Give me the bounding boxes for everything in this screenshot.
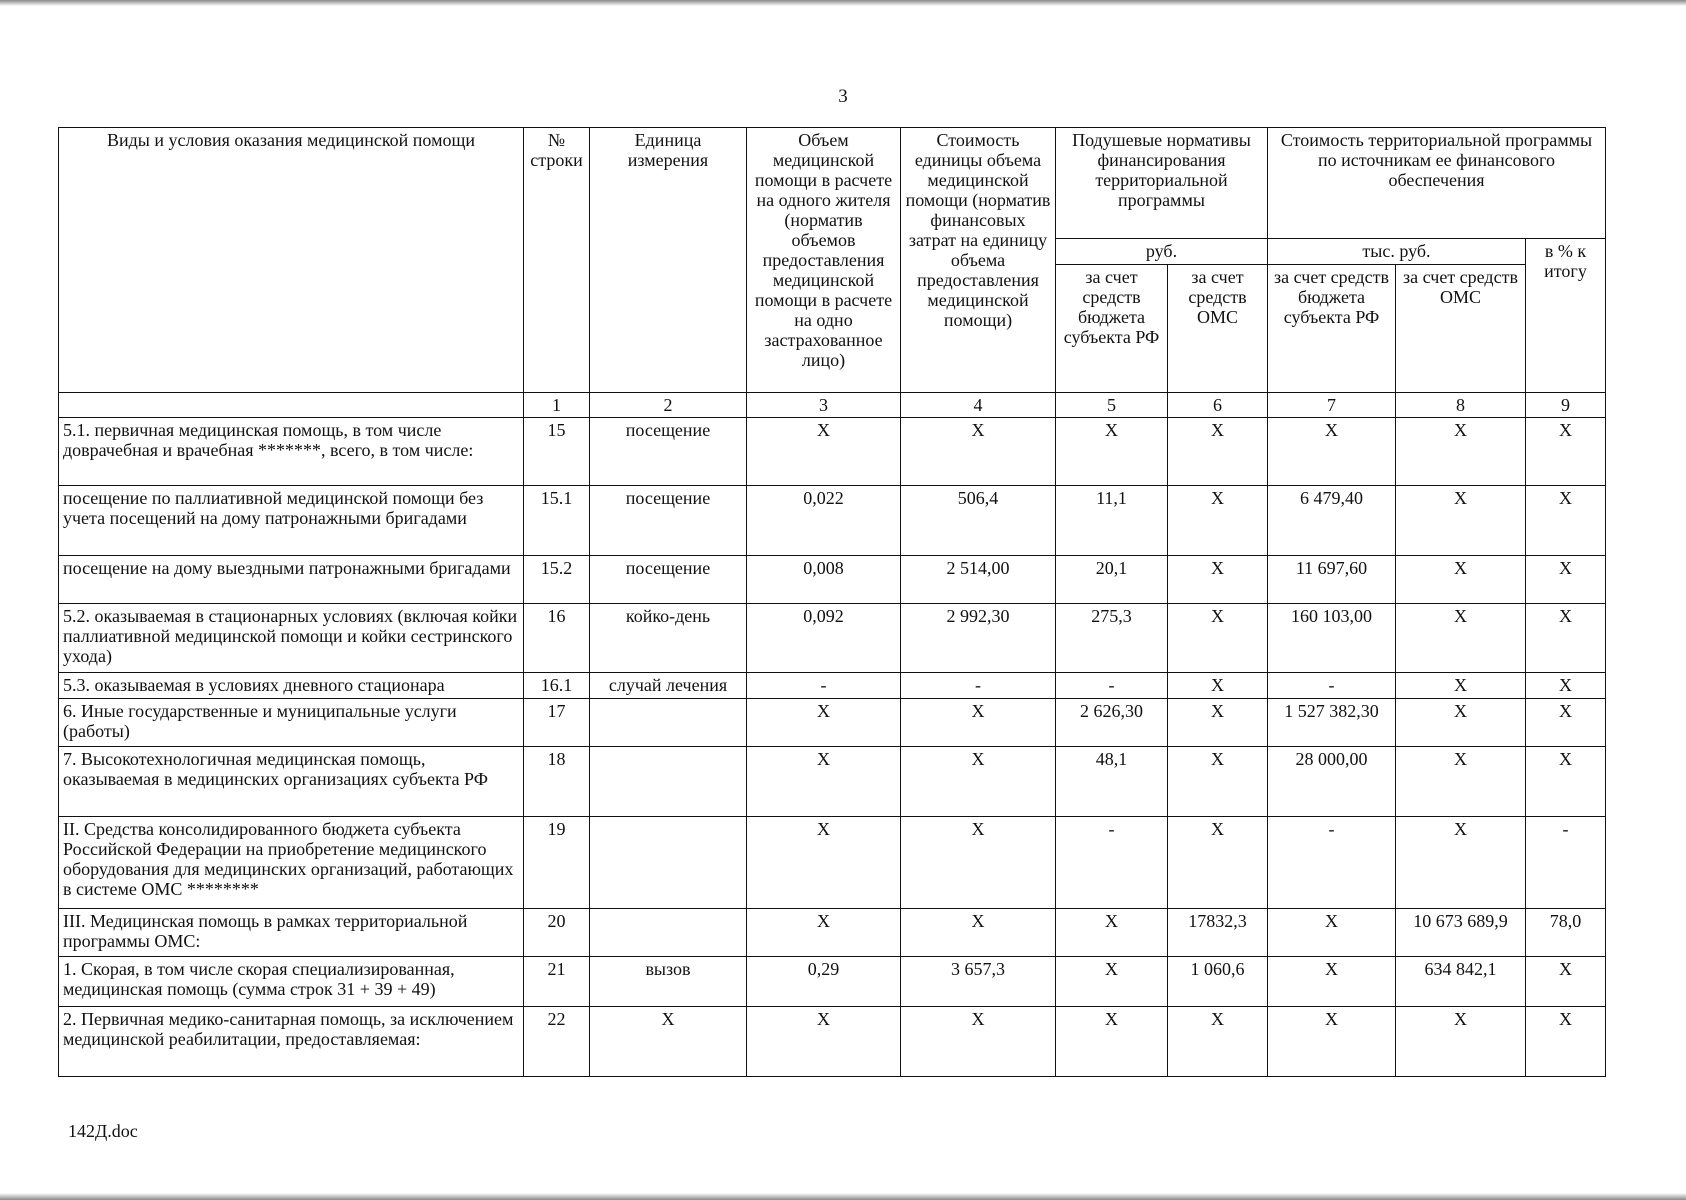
row-line: 18 [524, 747, 590, 817]
cell-cost-budget: X [1268, 1007, 1396, 1077]
cell-cost-budget: X [1268, 909, 1396, 957]
cell-percapita-oms: X [1168, 556, 1268, 604]
cell-cost-oms: X [1396, 699, 1526, 747]
table-row [59, 699, 1606, 747]
cell-unit-cost: X [901, 747, 1056, 817]
cell-percapita-budget: 275,3 [1056, 604, 1168, 673]
table-row [59, 1007, 1606, 1077]
financing-table [58, 127, 1606, 1077]
cell-unit-cost: X [901, 909, 1056, 957]
table-header [59, 128, 1606, 418]
header-budget-rf-2: за счет средств бюджета субъекта РФ [1268, 265, 1396, 393]
cell-percapita-oms: X [1168, 604, 1268, 673]
row-unit: посещение [590, 556, 747, 604]
header-oms-2: за счет средств ОМС [1396, 265, 1526, 393]
row-name: 5.2. оказываемая в стационарных условиях (включая койки паллиативной медицинской помощи и койки сестринского ухода) [59, 604, 524, 673]
row-name: 5.3. оказываемая в условиях дневного стационара [59, 673, 524, 699]
cell-percapita-budget: 20,1 [1056, 556, 1168, 604]
row-line: 15 [524, 418, 590, 486]
table-row [59, 556, 1606, 604]
cell-cost-oms: X [1396, 1007, 1526, 1077]
row-line: 16 [524, 604, 590, 673]
cell-cost-budget: X [1268, 418, 1396, 486]
header-volume: Объем медицинской помощи в расчете на одного жителя (норматив объемов предоставления медицинской помощи в расчете на одно застрахованное лицо) [747, 128, 901, 393]
cell-percapita-oms: X [1168, 699, 1268, 747]
row-unit: вызов [590, 957, 747, 1007]
cell-cost-budget: 1 527 382,30 [1268, 699, 1396, 747]
header-unit-thous-rub: тыс. руб. [1268, 239, 1526, 265]
row-line: 17 [524, 699, 590, 747]
cell-unit-cost: 3 657,3 [901, 957, 1056, 1007]
cell-percapita-budget: - [1056, 817, 1168, 909]
header-budget-rf: за счет средств бюджета субъекта РФ [1056, 265, 1168, 393]
cell-percapita-oms: X [1168, 747, 1268, 817]
cell-percapita-oms: X [1168, 418, 1268, 486]
cell-percapita-oms: 1 060,6 [1168, 957, 1268, 1007]
cell-volume: 0,022 [747, 486, 901, 556]
cell-percent: X [1526, 556, 1606, 604]
column-number: 1 [524, 393, 590, 418]
cell-cost-oms: X [1396, 418, 1526, 486]
cell-percapita-budget: 48,1 [1056, 747, 1168, 817]
cell-cost-oms: X [1396, 817, 1526, 909]
cell-volume: X [747, 699, 901, 747]
row-line: 15.1 [524, 486, 590, 556]
row-unit: койко-день [590, 604, 747, 673]
cell-percent: 78,0 [1526, 909, 1606, 957]
column-number: 2 [590, 393, 747, 418]
column-number: 8 [1396, 393, 1526, 418]
cell-unit-cost: X [901, 699, 1056, 747]
row-line: 16.1 [524, 673, 590, 699]
cell-percent: X [1526, 699, 1606, 747]
cell-percapita-oms: 17832,3 [1168, 909, 1268, 957]
cell-percapita-budget: 2 626,30 [1056, 699, 1168, 747]
cell-cost-oms: X [1396, 747, 1526, 817]
column-number [59, 393, 524, 418]
cell-cost-budget: 6 479,40 [1268, 486, 1396, 556]
table-row [59, 673, 1606, 699]
cell-unit-cost: X [901, 1007, 1056, 1077]
table-row [59, 817, 1606, 909]
cell-percapita-budget: X [1056, 909, 1168, 957]
table-row [59, 486, 1606, 556]
cell-percapita-budget: X [1056, 418, 1168, 486]
cell-percent: X [1526, 604, 1606, 673]
row-unit: посещение [590, 418, 747, 486]
cell-unit-cost: X [901, 817, 1056, 909]
cell-unit-cost: 2 992,30 [901, 604, 1056, 673]
cell-volume: - [747, 673, 901, 699]
row-name: 2. Первичная медико-санитарная помощь, за исключением медицинской реабилитации, предоставляемая: [59, 1007, 524, 1077]
row-name: III. Медицинская помощь в рамках территориальной программы ОМС: [59, 909, 524, 957]
cell-percapita-oms: X [1168, 486, 1268, 556]
cell-cost-oms: X [1396, 604, 1526, 673]
column-number: 6 [1168, 393, 1268, 418]
column-number: 9 [1526, 393, 1606, 418]
cell-volume: X [747, 747, 901, 817]
cell-unit-cost: - [901, 673, 1056, 699]
row-unit [590, 699, 747, 747]
row-line: 22 [524, 1007, 590, 1077]
cell-unit-cost: X [901, 418, 1056, 486]
row-unit [590, 817, 747, 909]
cell-percapita-budget: 11,1 [1056, 486, 1168, 556]
row-name: 5.1. первичная медицинская помощь, в том числе доврачебная и врачебная *******, всего, в том числе: [59, 418, 524, 486]
cell-cost-oms: X [1396, 673, 1526, 699]
scan-edge-top [0, 0, 1686, 6]
header-oms: за счет средств ОМС [1168, 265, 1268, 393]
header-kinds: Виды и условия оказания медицинской помощи [59, 128, 524, 393]
cell-volume: 0,29 [747, 957, 901, 1007]
cell-percapita-oms: X [1168, 673, 1268, 699]
row-unit: X [590, 1007, 747, 1077]
row-unit: посещение [590, 486, 747, 556]
cell-percent: X [1526, 1007, 1606, 1077]
cell-volume: 0,092 [747, 604, 901, 673]
column-numbers-row [59, 393, 1606, 418]
row-name: 1. Скорая, в том числе скорая специализированная, медицинская помощь (сумма строк 31 + 39 + 49) [59, 957, 524, 1007]
cell-percapita-oms: X [1168, 1007, 1268, 1077]
row-unit: случай лечения [590, 673, 747, 699]
row-unit [590, 909, 747, 957]
cell-unit-cost: 506,4 [901, 486, 1056, 556]
cell-cost-oms: 634 842,1 [1396, 957, 1526, 1007]
cell-volume: X [747, 1007, 901, 1077]
row-line: 20 [524, 909, 590, 957]
page-number: 3 [838, 86, 848, 107]
row-name: 6. Иные государственные и муниципальные услуги (работы) [59, 699, 524, 747]
row-unit [590, 747, 747, 817]
cell-percapita-budget: - [1056, 673, 1168, 699]
cell-percapita-budget: X [1056, 1007, 1168, 1077]
cell-cost-budget: X [1268, 957, 1396, 1007]
row-line: 19 [524, 817, 590, 909]
cell-volume: X [747, 418, 901, 486]
cell-percapita-oms: X [1168, 817, 1268, 909]
cell-percapita-budget: X [1056, 957, 1168, 1007]
cell-cost-oms: X [1396, 556, 1526, 604]
scan-edge-bottom [0, 1193, 1686, 1200]
cell-cost-oms: X [1396, 486, 1526, 556]
cell-cost-budget: - [1268, 673, 1396, 699]
table-row [59, 418, 1606, 486]
table-row [59, 957, 1606, 1007]
row-name: 7. Высокотехнологичная медицинская помощь, оказываемая в медицинских организациях субъекта РФ [59, 747, 524, 817]
table-body [59, 418, 1606, 1077]
footer-filename: 142Д.doc [68, 1121, 138, 1141]
cell-percent: - [1526, 817, 1606, 909]
row-name: посещение по паллиативной медицинской помощи без учета посещений на дому патронажными бригадами [59, 486, 524, 556]
cell-volume: X [747, 909, 901, 957]
row-name: II. Средства консолидированного бюджета субъекта Российской Федерации на приобретение медицинского оборудования для медицинских организаций, работающих в системе ОМС ******** [59, 817, 524, 909]
cell-cost-budget: 11 697,60 [1268, 556, 1396, 604]
column-number: 5 [1056, 393, 1168, 418]
header-unit-cost: Стоимость единицы объема медицинской помощи (норматив финансовых затрат на единицу объема предоставления медицинской помощи) [901, 128, 1056, 393]
table-row [59, 604, 1606, 673]
header-cost-group: Стоимость территориальной программы по источникам ее финансового обеспечения [1268, 128, 1606, 239]
cell-volume: X [747, 817, 901, 909]
table-row [59, 909, 1606, 957]
table-row [59, 747, 1606, 817]
column-number: 3 [747, 393, 901, 418]
row-line: 15.2 [524, 556, 590, 604]
header-percent-total: в % к итогу [1526, 239, 1606, 393]
row-line: 21 [524, 957, 590, 1007]
cell-percent: X [1526, 418, 1606, 486]
cell-cost-budget: 160 103,00 [1268, 604, 1396, 673]
header-percapita-group: Подушевые нормативы финансирования территориальной программы [1056, 128, 1268, 239]
cell-cost-budget: - [1268, 817, 1396, 909]
header-line-no: № строки [524, 128, 590, 393]
cell-cost-budget: 28 000,00 [1268, 747, 1396, 817]
header-unit: Единица измерения [590, 128, 747, 393]
cell-unit-cost: 2 514,00 [901, 556, 1056, 604]
cell-percent: X [1526, 747, 1606, 817]
cell-percent: X [1526, 486, 1606, 556]
cell-percent: X [1526, 957, 1606, 1007]
cell-percent: X [1526, 673, 1606, 699]
column-number: 4 [901, 393, 1056, 418]
column-number: 7 [1268, 393, 1396, 418]
cell-cost-oms: 10 673 689,9 [1396, 909, 1526, 957]
cell-volume: 0,008 [747, 556, 901, 604]
header-unit-rub: руб. [1056, 239, 1268, 265]
row-name: посещение на дому выездными патронажными бригадами [59, 556, 524, 604]
